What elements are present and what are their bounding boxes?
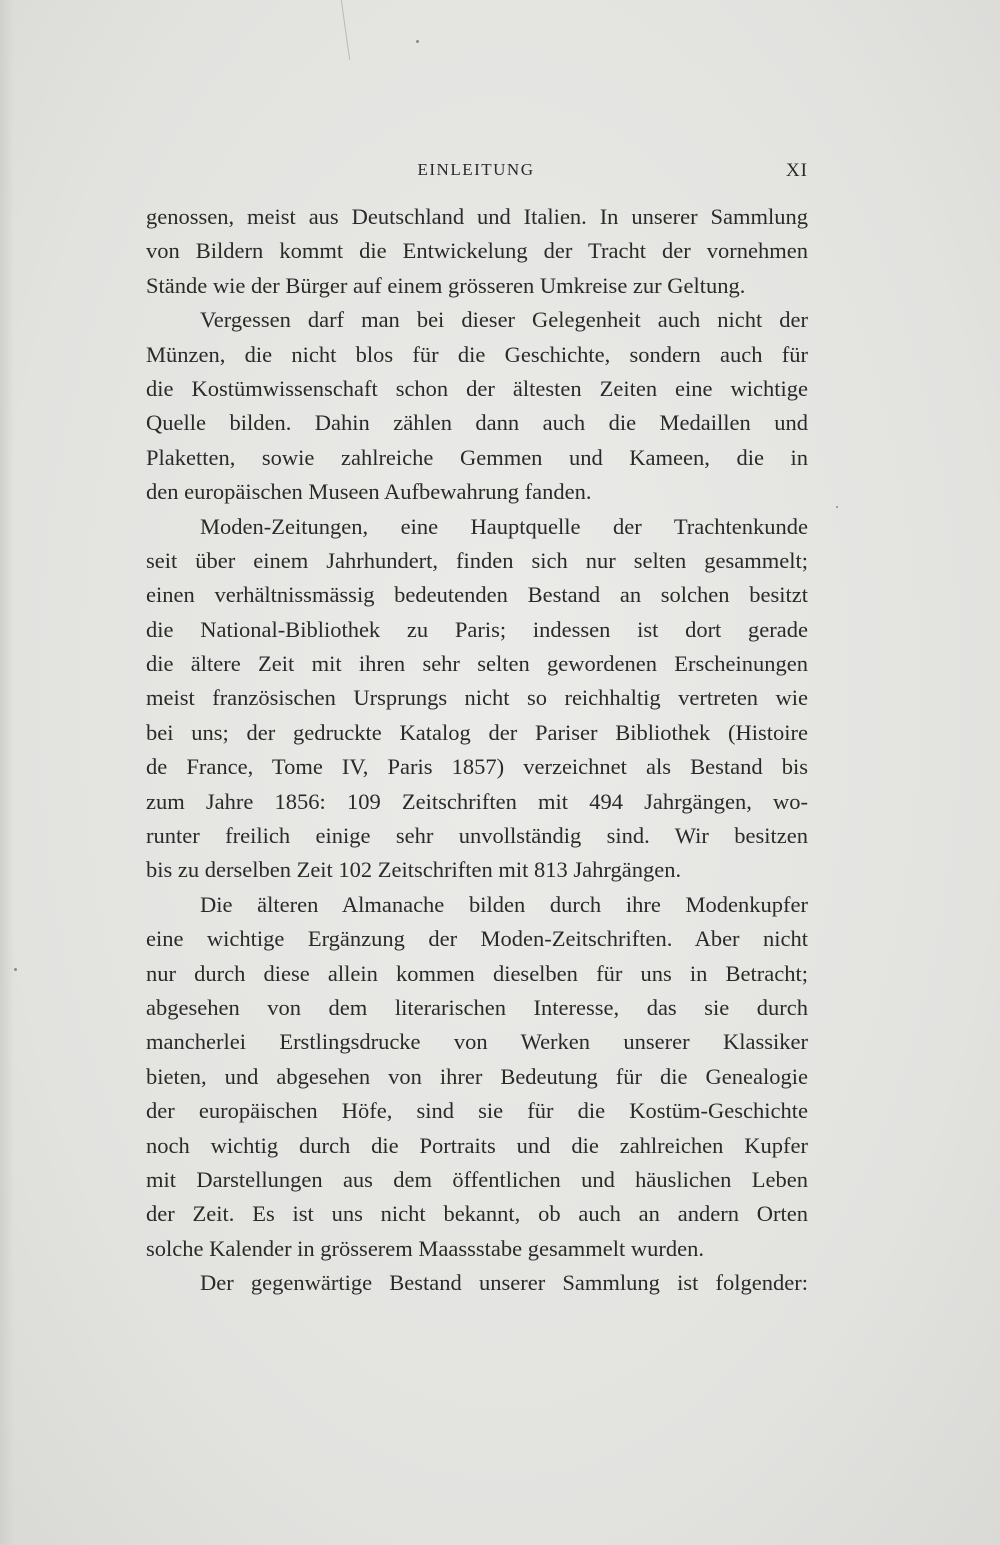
text-line: meist französischen Ursprungs nicht so reichhaltig vertreten wie — [146, 685, 808, 711]
paper-crease — [341, 0, 350, 60]
text-line: der Zeit. Es ist uns nicht bekannt, ob auch an andern Orten — [146, 1201, 808, 1227]
text-line: die National-Bibliothek zu Paris; indessen ist dort gerade — [146, 616, 808, 642]
text-line: den europäischen Museen Aufbewahrung fanden. — [146, 479, 592, 505]
text-line: einen verhältnissmässig bedeutenden Bestand an solchen besitzt — [146, 582, 808, 608]
text-line: Münzen, die nicht blos für die Geschichte, sondern auch für — [146, 341, 808, 367]
text-line: Plaketten, sowie zahlreiche Gemmen und Kameen, die in — [146, 444, 808, 470]
text-line: bieten, und abgesehen von ihrer Bedeutung für die Genealogie — [146, 1063, 808, 1089]
text-line: bei uns; der gedruckte Katalog der Pariser Bibliothek (Histoire — [146, 719, 808, 745]
text-line: genossen, meist aus Deutschland und Italien. In unserer Sammlung — [146, 204, 808, 229]
page-edge-shadow — [0, 0, 14, 1545]
text-line: mit Darstellungen aus dem öffentlichen und häuslichen Leben — [146, 1166, 808, 1192]
text-line: runter freilich einige sehr unvollständig sind. Wir besitzen — [146, 823, 808, 849]
page-number: XI — [785, 160, 808, 181]
text-line: abgesehen von dem literarischen Interesse, das sie durch — [146, 994, 808, 1020]
text-line: Die älteren Almanache bilden durch ihre Modenkupfer — [200, 891, 808, 917]
text-line: noch wichtig durch die Portraits und die zahlreichen Kupfer — [146, 1132, 808, 1158]
paper-speck — [836, 506, 838, 508]
paper-speck — [416, 40, 419, 43]
text-line: von Bildern kommt die Entwickelung der Tracht der vornehmen — [146, 238, 808, 264]
text-line: zum Jahre 1856: 109 Zeitschriften mit 494 Jahrgängen, wo- — [146, 788, 808, 814]
text-line: seit über einem Jahrhundert, finden sich nur selten gesammelt; — [146, 547, 808, 573]
text-line: die ältere Zeit mit ihren sehr selten gewordenen Erscheinungen — [146, 651, 808, 677]
running-head: EINLEITUNG — [417, 160, 535, 179]
text-line: Quelle bilden. Dahin zählen dann auch die Medaillen und — [146, 410, 808, 436]
text-line: eine wichtige Ergänzung der Moden-Zeitschriften. Aber nicht — [146, 926, 808, 952]
text-line: bis zu derselben Zeit 102 Zeitschriften mit 813 Jahrgängen. — [146, 857, 682, 883]
paper-speck — [14, 968, 17, 971]
text-line: die Kostümwissenschaft schon der ältesten Zeiten eine wichtige — [146, 375, 808, 401]
page-header — [146, 160, 808, 186]
text-line: solche Kalender in grösserem Maassstabe gesammelt wurden. — [146, 1235, 704, 1261]
text-line: der europäischen Höfe, sind sie für die Kostüm-Geschichte — [146, 1098, 808, 1124]
text-line: Stände wie der Bürger auf einem grösseren Umkreise zur Geltung. — [146, 272, 746, 298]
text-line: Moden-Zeitungen, eine Hauptquelle der Trachtenkunde — [200, 513, 808, 539]
body-text — [146, 200, 808, 1301]
text-line: mancherlei Erstlingsdrucke von Werken unserer Klassiker — [146, 1029, 808, 1055]
text-line: nur durch diese allein kommen dieselben für uns in Betracht; — [146, 960, 808, 986]
text-line: de France, Tome IV, Paris 1857) verzeichnet als Bestand bis — [146, 754, 808, 780]
text-line: Vergessen darf man bei dieser Gelegenheit auch nicht der — [200, 307, 808, 333]
text-line: Der gegenwärtige Bestand unserer Sammlung ist folgender: — [200, 1270, 808, 1296]
